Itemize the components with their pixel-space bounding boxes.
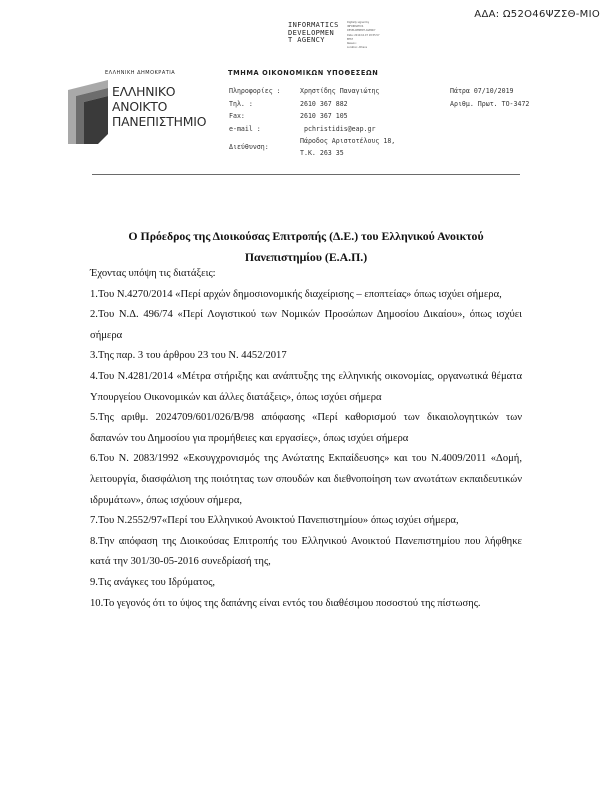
signature-detail-line: Date: 2019.10.07 18:55:57 [347,33,380,37]
body-intro: Έχοντας υπόψη τις διατάξεις: [90,268,216,279]
provision-item: 10.Το γεγονός ότι το ύψος της δαπάνης είναι εντός του διαθέσιμου ποσοστού της πίστωσης. [90,597,481,609]
document-body [90,264,522,614]
ada-code: ΑΔΑ: Ω52Ο46ΨΖΣΘ-ΜΙΟ [474,9,600,20]
provision-item: 8.Την απόφαση της Διοικούσας Επιτροπής του Ελληνικού Ανοικτού Πανεπιστημίου που λήφθηκε κατά την 301/30-05-2016 συνεδρίασή της, [90,535,522,568]
logo-text-line: ΑΝΟΙΚΤΟ [112,99,168,114]
info-value: Χρηστίδης Παναγιώτης [300,87,380,95]
signature-agency-name [288,22,339,45]
address-line-1: Πάροδος Αριστοτέλους 18, [300,137,396,145]
provision-item: 6.Του Ν. 2083/1992 «Εκσυγχρονισμός της Ανώτατης Εκπαίδευσης» και του Ν.4009/2011 «Δομή, λειτουργία, διασφάλιση της ποιότητας των σπουδών και διεθνοποίηση των ανωτάτων εκπαιδευτικών ιδρυμάτων», όπως ισχύουν σήμερα, [90,453,522,506]
signature-detail-line: DEVELOPMENT AGENCY [347,29,376,33]
protocol-number: Αριθμ. Πρωτ. ΤΟ-3472 [450,100,530,108]
address-label: Διεύθυνση: [229,143,269,151]
logo-shape-dark [84,96,108,144]
fax-value: 2610 367 105 [300,112,348,120]
provision-item: 4.Του Ν.4281/2014 «Μέτρα στήριξης και ανάπτυξης της ελληνικής οικονομίας, οργανωτικά θέματα Υπουργείου Οικονομικών και άλλες διατάξεις», όπως ισχύει σήμερα [90,370,522,403]
department-name: ΤΜΗΜΑ ΟΙΚΟΝΟΜΙΚΩΝ ΥΠΟΘΕΣΕΩΝ [228,69,379,77]
email-value[interactable]: pchristidis@eap.gr [304,125,376,133]
address-line-2: Τ.Κ. 263 35 [300,149,344,157]
logo-text-line: ΠΑΝΕΠΙΣΤΗΜΙΟ [112,114,207,129]
provision-item: 2.Του Ν.Δ. 496/74 «Περί Λογιστικού των Νομικών Προσώπων Δημοσίου Δικαίου», όπως ισχύει σήμερα [90,309,522,341]
provision-item: 9.Τις ανάγκες του Ιδρύματος, [90,576,216,588]
signature-detail-line: Location: Athens [347,46,367,50]
agency-line: T AGENCY [288,36,325,45]
signature-details [347,21,379,50]
provision-item: 7.Του Ν.2552/97«Περί του Ελληνικού Ανοικτού Πανεπιστημίου» όπως ισχύει σήμερα, [90,515,459,527]
signature-detail-line: Digitally signed by [347,21,370,24]
provision-item: 5.Της αριθμ. 2024709/601/026/Β/98 απόφασης «Περί καθορισμού των δικαιολογητικών των δαπανών του Δημοσίου για προμήθειες και εργασίες», όπως ισχύει σήμερα [90,412,522,444]
signature-detail-line: INFORMATICS [347,25,364,29]
university-logo-text [112,84,206,129]
signature-detail-line: Reason: [347,42,357,46]
document-title [92,226,520,268]
document-date: Πάτρα 07/10/2019 [450,87,514,95]
signature-detail-line: EEST [347,37,353,41]
tel-label: Τηλ. : [229,100,253,108]
email-label: e-mail : [229,125,261,133]
title-line-2: Πανεπιστημίου (Ε.Α.Π.) [244,250,368,264]
info-label: Πληροφορίες : [229,87,281,95]
logo-text-line: ΕΛΛΗΝΙΚΟ [112,84,176,99]
provision-item: 3.Της παρ. 3 του άρθρου 23 του Ν. 4452/2017 [90,350,287,362]
tel-value: 2610 367 882 [300,100,348,108]
header-divider [92,174,520,175]
title-line-1: Ο Πρόεδρος της Διοικούσας Επιτροπής (Δ.Ε.) του Ελληνικού Ανοικτού [128,229,484,243]
provision-item: 1.Του Ν.4270/2014 «Περί αρχών δημοσιονομικής διαχείρισης – εποπτείας» όπως ισχύει σήμερα, [90,288,502,300]
hellenic-democracy-label: ΕΛΛΗΝΙΚΗ ΔΗΜΟΚΡΑΤΙΑ [105,70,176,76]
fax-label: Fax: [229,112,245,120]
agency-line: DEVELOPMEN [288,28,335,37]
agency-line: INFORMATICS [288,21,339,29]
